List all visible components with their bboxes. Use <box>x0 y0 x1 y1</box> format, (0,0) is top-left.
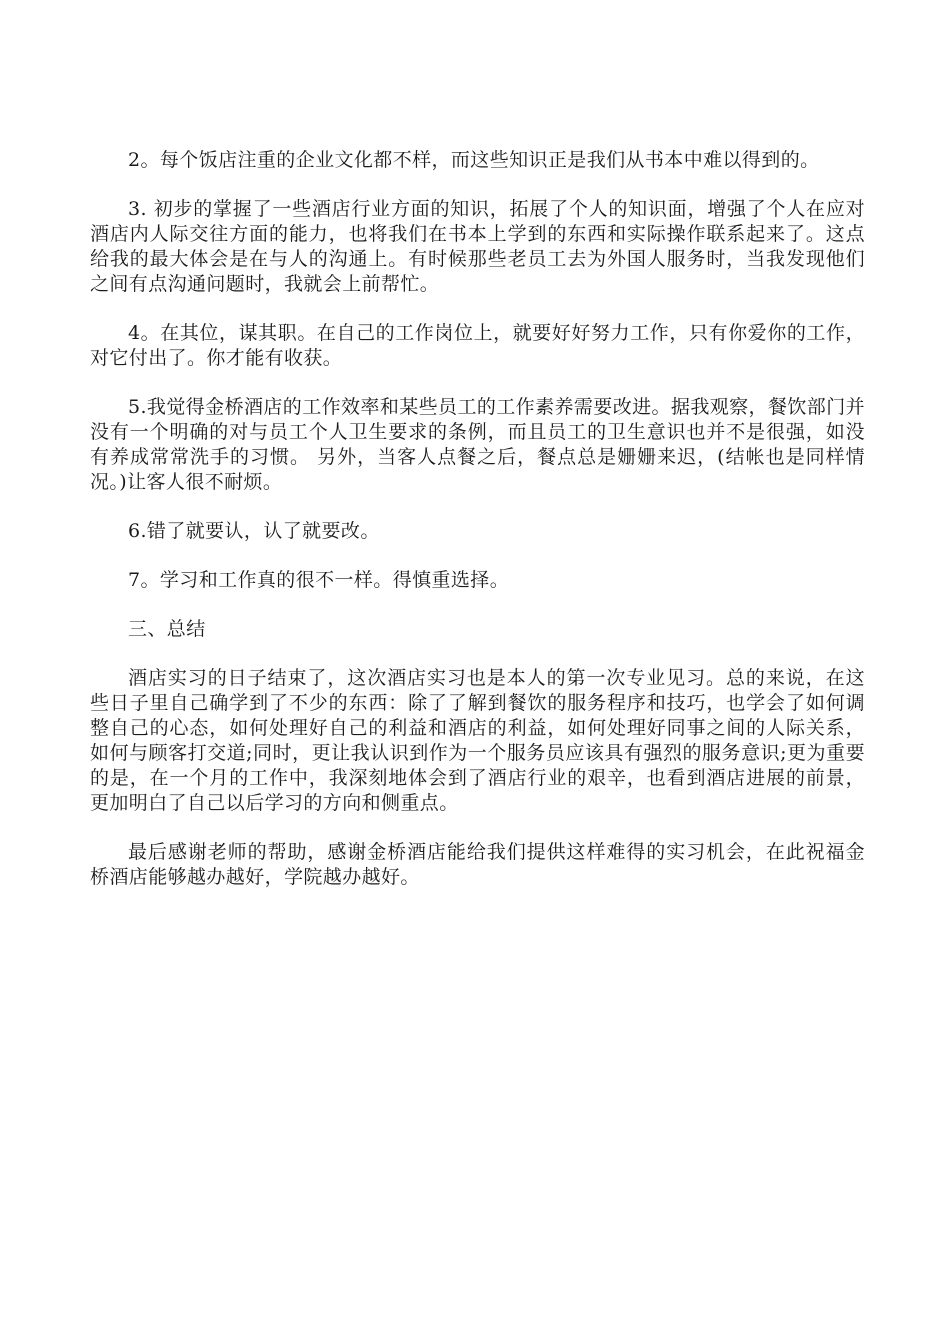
paragraph-item-5: 5.我觉得金桥酒店的工作效率和某些员工的工作素养需要改进。据我观察，餐饮部门并没有一个明确的对与员工个人卫生要求的条例，而且员工的卫生意识也并不是很强，如没有养成常常洗手的习惯。 另外，当客人点餐之后，餐点总是姗姗来迟，(结帐也是同样情况。)让客人很不耐烦。 <box>90 396 865 493</box>
paragraph-item-2: 2。每个饭店注重的企业文化都不样，而这些知识正是我们从书本中难以得到的。 <box>128 149 820 171</box>
closing-paragraph: 最后感谢老师的帮助，感谢金桥酒店能给我们提供这样难得的实习机会，在此祝福金桥酒店能够越办越好，学院越办越好。 <box>90 841 865 888</box>
section-heading-summary: 三、总结 <box>128 618 206 640</box>
document-body <box>90 148 865 914</box>
summary-paragraph: 酒店实习的日子结束了，这次酒店实习也是本人的第一次专业见习。总的来说，在这些日子里自己确学到了不少的东西：除了了解到餐饮的服务程序和技巧，也学会了如何调整自己的心态，如何处理好自己的利益和酒店的利益，如何处理好同事之间的人际关系，如何与顾客打交道;同时，更让我认识到作为一个服务员应该具有强烈的服务意识;更为重要的是，在一个月的工作中，我深刻地体会到了酒店行业的艰辛，也看到酒店进展的前景，更加明白了自己以后学习的方向和侧重点。 <box>90 667 865 814</box>
paragraph-item-4: 4。在其位，谋其职。在自己的工作岗位上，就要好好努力工作，只有你爱你的工作，对它付出了。你才能有收获。 <box>90 322 865 369</box>
paragraph-item-6: 6.错了就要认，认了就要改。 <box>128 520 380 542</box>
paragraph-item-3: 3. 初步的掌握了一些酒店行业方面的知识，拓展了个人的知识面，增强了个人在应对酒店内人际交往方面的能力，也将我们在书本上学到的东西和实际操作联系起来了。这点给我的最大体会是在与人的沟通上。有时候那些老员工去为外国人服务时，当我发现他们之间有点沟通问题时，我就会上前帮忙。 <box>90 198 865 295</box>
paragraph-item-7: 7。学习和工作真的很不一样。得慎重选择。 <box>128 569 510 591</box>
